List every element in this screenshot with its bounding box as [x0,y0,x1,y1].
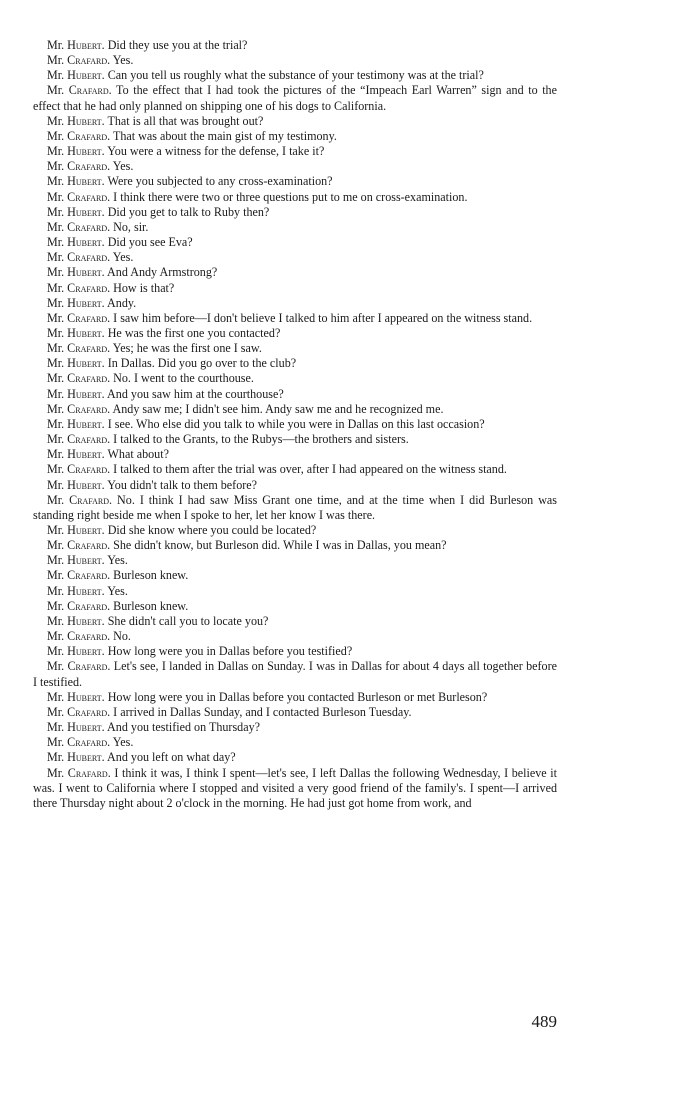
utterance-text: No. [113,629,131,644]
speaker-name: Crafard [67,598,108,613]
utterance-text: Yes; he was the first one I saw. [112,341,262,356]
speaker-name: Crafard [67,568,108,583]
testimony-paragraph: Mr. Crafard. I think it was, I think I spent—let's see, I left Dallas the following Wednesday, I believe it was. I went to California where I stopped and visited a very good friend of the family's. I spent—I arrived there Thursday night about 2 o'clock in the morning. He had just got home from work, and [33,765,557,810]
speaker-name: Crafard [67,189,108,204]
speaker-name: Crafard [67,735,108,750]
testimony-paragraph: Mr. Crafard. I arrived in Dallas Sunday, and I contacted Burleson Tuesday. [47,704,412,719]
speaker-name: Crafard [67,704,108,719]
utterance-text: You didn't talk to them before? [107,477,258,492]
speaker-name: Hubert [67,144,102,159]
utterance-text: Yes. [107,553,128,568]
speaker-name: Hubert [67,204,102,219]
testimony-paragraph: Mr. Hubert. Andy. [47,295,137,310]
utterance-text: In Dallas. Did you go over to the club? [107,356,297,371]
utterance-text: Let's see, I landed in Dallas on Sunday. I was in Dallas for about 4 days all together before I testified. [33,659,557,689]
testimony-paragraph: Mr. Crafard. Burleson knew. [47,568,189,583]
testimony-paragraph: Mr. Crafard. No. I went to the courthouse. [47,371,254,386]
utterance-text: That is all that was brought out? [107,113,264,128]
testimony-paragraph: Mr. Crafard. She didn't know, but Burleson did. While I was in Dallas, you mean? [47,538,447,553]
speaker-name: Hubert [67,644,102,659]
utterance-text: She didn't call you to locate you? [107,613,269,628]
utterance-text: And you testified on Thursday? [107,720,260,735]
utterance-text: How is that? [113,280,175,295]
utterance-text: Yes. [112,53,134,68]
speaker-name: Crafard [67,538,108,553]
speaker-name: Crafard [67,371,108,386]
utterance-text: How long were you in Dallas before you testified? [107,644,353,659]
utterance-text: Did they use you at the trial? [107,38,248,52]
testimony-paragraph: Mr. Hubert. You were a witness for the defense, I take it? [47,144,325,159]
utterance-text: I talked to them after the trial was over, after I had appeared on the witness stand. [113,462,507,477]
testimony-paragraph: Mr. Hubert. Were you subjected to any cross-examination? [47,174,333,189]
speaker-name: Crafard [67,310,108,325]
utterance-text: You were a witness for the defense, I take it? [107,144,325,159]
speaker-name: Hubert [67,68,102,83]
utterance-text: I arrived in Dallas Sunday, and I contacted Burleson Tuesday. [113,704,412,719]
utterance-text: No, sir. [113,219,149,234]
speaker-name: Hubert [67,750,102,765]
utterance-text: To the effect that I had took the pictures of the “Impeach Earl Warren” sign and to the effect that he had only planned on shipping one of his dogs to California. [33,83,557,113]
speaker-name: Hubert [67,477,102,492]
utterance-text: I see. Who else did you talk to while you were in Dallas on this last occasion? [107,416,485,431]
speaker-name: Crafard [67,219,108,234]
testimony-paragraph: Mr. Crafard. Yes. [47,735,134,750]
speaker-name: Crafard [67,250,108,265]
speaker-name: Hubert [67,416,102,431]
utterance-text: And you saw him at the courthouse? [107,386,284,401]
speaker-name: Crafard [67,401,108,416]
testimony-paragraph: Mr. Hubert. How long were you in Dallas before you contacted Burleson or met Burleson? [47,689,488,704]
utterance-text: She didn't know, but Burleson did. While I was in Dallas, you mean? [113,538,447,553]
testimony-paragraph: Mr. Crafard. Andy saw me; I didn't see him. Andy saw me and he recognized me. [47,401,444,416]
utterance-text: Andy saw me; I didn't see him. Andy saw me and he recognized me. [112,401,444,416]
speaker-name: Hubert [67,523,102,537]
testimony-paragraph: Mr. Hubert. And Andy Armstrong? [47,265,218,280]
speaker-name: Hubert [67,113,102,128]
testimony-paragraph: Mr. Crafard. Let's see, I landed in Dallas on Sunday. I was in Dallas for about 4 days all together before I testified. [33,659,557,689]
speaker-name: Hubert [67,583,102,598]
testimony-paragraph: Mr. Hubert. That is all that was brought out? [47,113,264,128]
testimony-paragraph: Mr. Crafard. That was about the main gist of my testimony. [47,128,337,143]
speaker-name: Crafard [67,462,108,477]
testimony-paragraph: Mr. Crafard. Yes. [47,159,134,174]
speaker-name: Hubert [67,265,102,280]
testimony-paragraph: Mr. Hubert. And you testified on Thursday? [47,720,260,735]
speaker-name: Crafard [67,765,108,780]
speaker-name: Crafard [67,159,108,174]
speaker-name: Hubert [67,720,102,735]
testimony-paragraph: Mr. Hubert. And you saw him at the courthouse? [47,386,284,401]
speaker-name: Crafard [68,83,109,98]
utterance-text: No. I think I had saw Miss Grant one time, and at the time when I did Burleson was standing right beside me when I spoke to her, let her know I was there. [33,492,557,522]
utterance-text: Were you subjected to any cross-examination? [107,174,333,189]
testimony-paragraph: Mr. Crafard. Yes. [47,250,134,265]
utterance-text: How long were you in Dallas before you contacted Burleson or met Burleson? [107,689,488,704]
speaker-name: Hubert [67,174,102,189]
utterance-text: Did you get to talk to Ruby then? [107,204,270,219]
utterance-text: Yes. [107,583,128,598]
testimony-paragraph: Mr. Hubert. He was the first one you contacted? [47,325,281,340]
testimony-paragraph: Mr. Crafard. Burleson knew. [47,598,189,613]
testimony-paragraph: Mr. Crafard. No. [47,629,131,644]
testimony-paragraph: Mr. Crafard. I talked to the Grants, to the Rubys—the brothers and sisters. [47,432,409,447]
testimony-text [33,38,557,811]
utterance-text: Did you see Eva? [107,235,193,250]
speaker-name: Crafard [67,128,108,143]
utterance-text: Burleson knew. [113,568,189,583]
speaker-name: Crafard [67,341,108,356]
speaker-name: Hubert [67,386,102,401]
testimony-paragraph: Mr. Hubert. You didn't talk to them before? [47,477,258,492]
utterance-text: What about? [107,447,169,462]
testimony-paragraph: Mr. Hubert. Yes. [47,553,128,568]
utterance-text: And you left on what day? [107,750,236,765]
testimony-paragraph: Mr. Hubert. Did you get to talk to Ruby then? [47,204,270,219]
speaker-name: Hubert [67,38,102,52]
speaker-name: Crafard [67,53,108,68]
testimony-paragraph: Mr. Hubert. Can you tell us roughly what the substance of your testimony was at the trial? [47,68,484,83]
testimony-paragraph: Mr. Hubert. She didn't call you to locate you? [47,613,269,628]
utterance-text: And Andy Armstrong? [107,265,218,280]
testimony-paragraph: Mr. Hubert. And you left on what day? [47,750,236,765]
speaker-name: Hubert [67,235,102,250]
testimony-paragraph: Mr. Crafard. No. I think I had saw Miss Grant one time, and at the time when I did Burleson was standing right beside me when I spoke to her, let her know I was there. [33,492,557,522]
speaker-name: Hubert [67,447,102,462]
testimony-paragraph: Mr. Crafard. I think there were two or three questions put to me on cross-examination. [47,189,468,204]
utterance-text: I talked to the Grants, to the Rubys—the brothers and sisters. [113,432,409,447]
speaker-name: Hubert [67,295,102,310]
utterance-text: I think it was, I think I spent—let's see, I left Dallas the following Wednesday, I believe it was. I went to California where I stopped and visited a very good friend of the family's. I spent—I arrived there Thursday night about 2 o'clock in the morning. He had just got home from work, and [33,765,557,810]
speaker-name: Hubert [67,356,102,371]
utterance-text: No. I went to the courthouse. [113,371,254,386]
speaker-name: Hubert [67,613,102,628]
utterance-text: Did she know where you could be located? [107,523,317,537]
speaker-name: Crafard [67,432,108,447]
utterance-text: He was the first one you contacted? [107,325,281,340]
testimony-paragraph: Mr. Crafard. Yes; he was the first one I saw. [47,341,262,356]
speaker-name: Hubert [67,689,102,704]
testimony-paragraph: Mr. Crafard. To the effect that I had took the pictures of the “Impeach Earl Warren” sign and to the effect that he had only planned on shipping one of his dogs to California. [33,83,557,113]
utterance-text: Burleson knew. [113,598,189,613]
testimony-paragraph: Mr. Crafard. I saw him before—I don't believe I talked to him after I appeared on the witness stand. [47,310,533,325]
testimony-paragraph: Mr. Hubert. Yes. [47,583,128,598]
testimony-paragraph: Mr. Hubert. I see. Who else did you talk to while you were in Dallas on this last occasion? [47,416,485,431]
testimony-paragraph: Mr. Crafard. I talked to them after the trial was over, after I had appeared on the witness stand. [47,462,507,477]
testimony-paragraph: Mr. Hubert. How long were you in Dallas before you testified? [47,644,353,659]
testimony-paragraph: Mr. Crafard. Yes. [47,53,134,68]
utterance-text: Can you tell us roughly what the substance of your testimony was at the trial? [107,68,484,83]
speaker-name: Crafard [67,629,108,644]
page-number: 489 [531,1012,557,1031]
testimony-paragraph: Mr. Hubert. In Dallas. Did you go over to the club? [47,356,297,371]
utterance-text: Yes. [112,250,134,265]
utterance-text: That was about the main gist of my testimony. [112,128,337,143]
utterance-text: I think there were two or three questions put to me on cross-examination. [113,189,468,204]
speaker-name: Crafard [67,280,108,295]
speaker-name: Hubert [67,553,102,568]
testimony-paragraph: Mr. Hubert. What about? [47,447,169,462]
utterance-text: Yes. [112,159,134,174]
utterance-text: Yes. [112,735,134,750]
testimony-paragraph: Mr. Hubert. Did they use you at the trial? [47,38,248,52]
speaker-name: Hubert [67,325,102,340]
speaker-name: Crafard [67,659,108,674]
testimony-paragraph: Mr. Hubert. Did you see Eva? [47,235,193,250]
testimony-paragraph: Mr. Hubert. Did she know where you could be located? [47,523,317,537]
utterance-text: Andy. [107,295,137,310]
speaker-name: Crafard [69,492,110,507]
testimony-paragraph: Mr. Crafard. How is that? [47,280,175,295]
utterance-text: I saw him before—I don't believe I talked to him after I appeared on the witness stand. [113,310,533,325]
testimony-paragraph: Mr. Crafard. No, sir. [47,219,149,234]
